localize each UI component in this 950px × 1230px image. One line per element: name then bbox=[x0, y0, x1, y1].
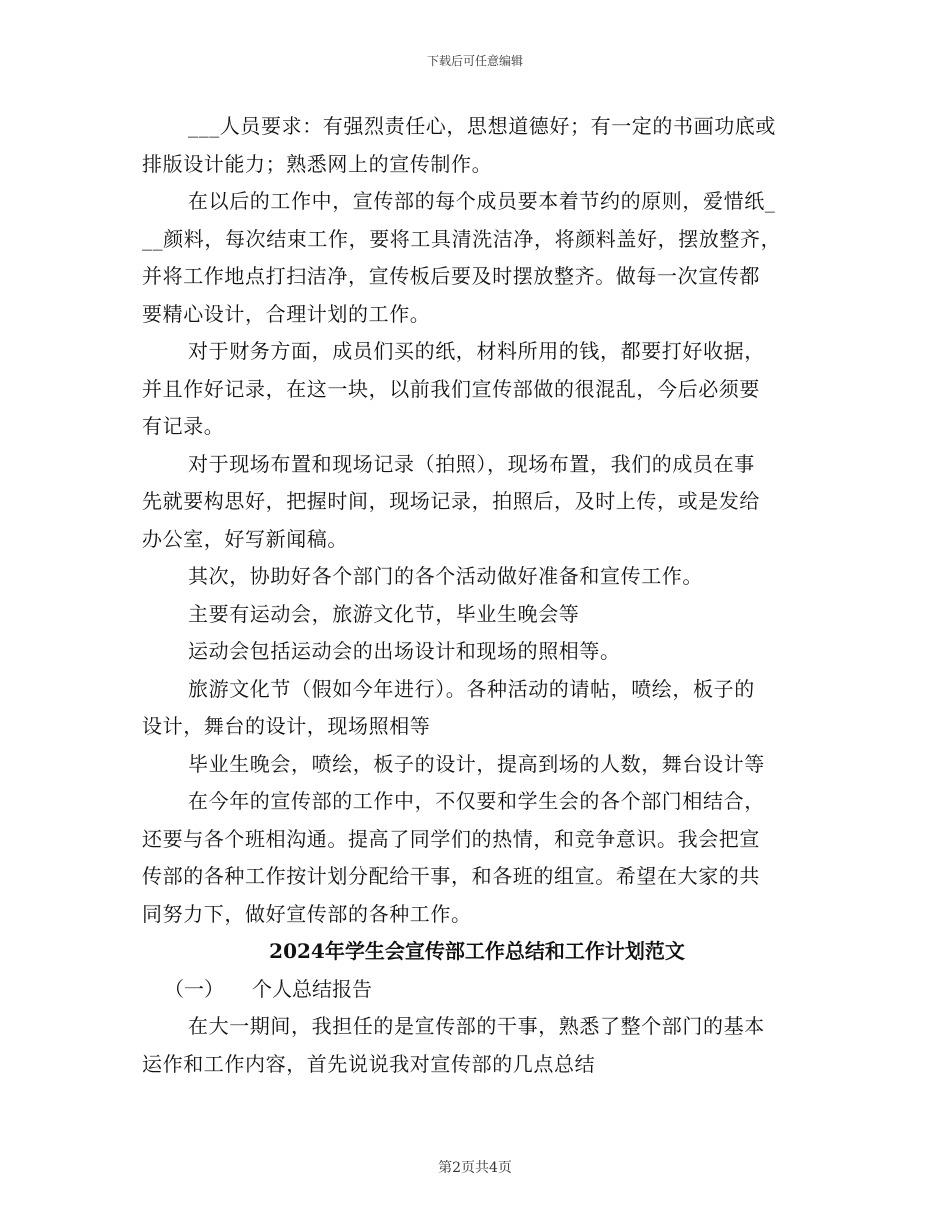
paragraph-line: 并将工作地点打扫洁净，宣传板后要及时摆放整齐。做每一次宣传都 bbox=[142, 264, 760, 288]
paragraph-line: 对于现场布置和现场记录（拍照），现场布置，我们的成员在事 bbox=[188, 451, 755, 476]
paragraph-line: 毕业生晚会，喷绘，板子的设计，提高到场的人数，舞台设计等 bbox=[188, 751, 765, 776]
subsection-label: 个人总结报告 bbox=[252, 976, 372, 1001]
paragraph-line: 在以后的工作中，宣传部的每个成员要本着节约的原则，爱惜纸_ bbox=[188, 189, 776, 213]
paragraph-line: 其次，协助好各个部门的各个活动做好准备和宣传工作。 bbox=[188, 564, 703, 588]
paragraph-line: 要精心设计，合理计划的工作。 bbox=[142, 301, 431, 326]
paragraph-line: 有记录。 bbox=[142, 414, 225, 438]
section-title: 2024年学生会宣传部工作总结和工作计划范文 bbox=[269, 939, 685, 963]
page-footer: 第2页共4页 bbox=[438, 1160, 512, 1176]
paragraph-line: 主要有运动会，旅游文化节，毕业生晚会等 bbox=[188, 601, 580, 626]
paragraph-line: 并且作好记录，在这一块，以前我们宣传部做的很混乱，今后必须要 bbox=[142, 376, 760, 401]
paragraph-line: 运动会包括运动会的出场设计和现场的照相等。 bbox=[188, 639, 621, 663]
subsection-heading bbox=[142, 971, 812, 1009]
paragraph-line: 在今年的宣传部的工作中，不仅要和学生会的各个部门相结合， bbox=[188, 789, 765, 813]
paragraph-line: 排版设计能力；熟悉网上的宣传制作。 bbox=[142, 151, 493, 176]
paragraph-line: __颜料，每次结束工作，要将工具清洗洁净，将颜料盖好，摆放整齐， bbox=[142, 226, 782, 251]
paragraph-line: 先就要构思好，把握时间，现场记录，拍照后，及时上传，或是发给 bbox=[142, 489, 760, 513]
document-body bbox=[142, 108, 812, 1083]
paragraph-line: ___人员要求：有强烈责任心，思想道德好；有一定的书画功底或 bbox=[188, 114, 776, 138]
paragraph-line: 对于财务方面，成员们买的纸，材料所用的钱，都要打好收据， bbox=[188, 339, 765, 363]
page-header: 下载后可任意编辑 bbox=[426, 54, 523, 68]
subsection-number: （一） bbox=[164, 976, 224, 1001]
paragraph-line: 设计，舞台的设计，现场照相等 bbox=[142, 714, 431, 738]
paragraph-line: 还要与各个班相沟通。提高了同学们的热情，和竞争意识。我会把宣 bbox=[142, 826, 760, 851]
paragraph-line: 同努力下，做好宣传部的各种工作。 bbox=[142, 901, 472, 926]
paragraph-line: 传部的各种工作按计划分配给干事，和各班的组宣。希望在大家的共 bbox=[142, 864, 760, 888]
paragraph-line: 在大一期间，我担任的是宣传部的干事，熟悉了整个部门的基本 bbox=[188, 1014, 765, 1038]
paragraph-line: 旅游文化节（假如今年进行）。各种活动的请帖，喷绘，板子的 bbox=[188, 676, 755, 701]
paragraph-line: 运作和工作内容，首先说说我对宣传部的几点总结 bbox=[142, 1051, 596, 1076]
paragraph-line: 办公室，好写新闻稿。 bbox=[142, 526, 348, 551]
